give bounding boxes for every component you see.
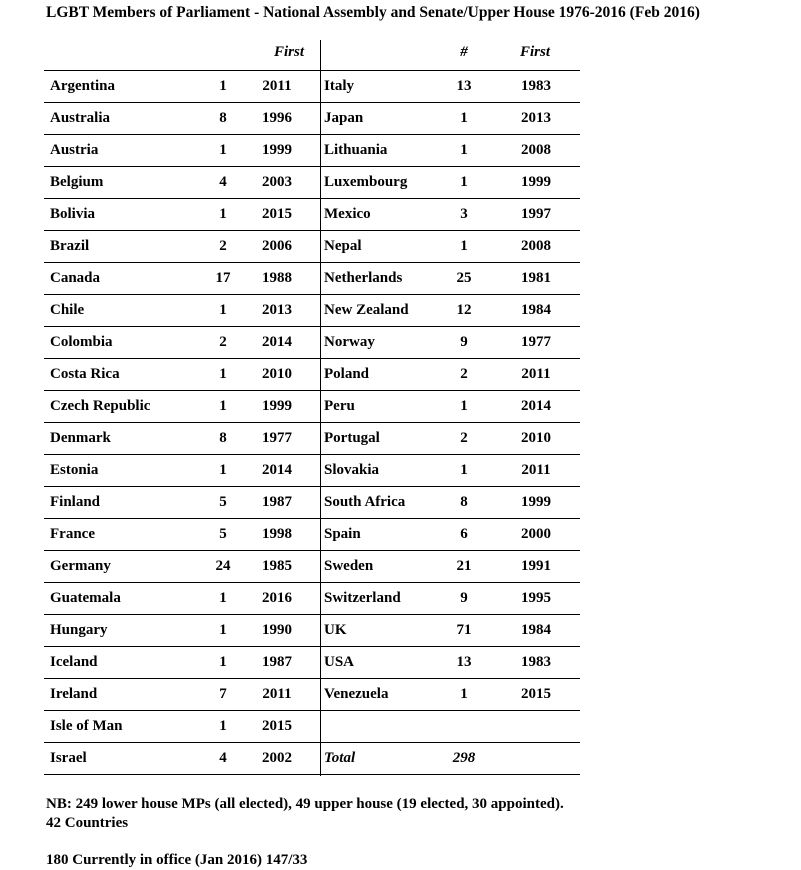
first-year: 2013 [262,302,292,318]
first-year: 1977 [262,430,292,446]
country-name: Bolivia [50,206,96,222]
country-name: Germany [50,558,111,574]
mp-count: 1 [219,302,227,318]
mp-count: 1 [460,142,468,158]
first-year: 2002 [262,750,292,766]
mp-count: 1 [460,462,468,478]
mp-count: 1 [219,366,227,382]
mp-count: 17 [215,270,231,286]
table-row [0,102,801,134]
country-name: Brazil [50,238,90,254]
first-year: 1999 [521,174,551,190]
country-name: Guatemala [50,590,121,606]
country-name: Australia [50,110,110,126]
country-name: Colombia [50,334,113,350]
first-year: 2011 [521,366,551,382]
mp-count: 1 [219,654,227,670]
header-first-left: First [273,44,304,60]
country-name: Finland [50,494,101,510]
table-row [0,422,801,454]
mp-count: 1 [219,142,227,158]
mp-count: 5 [219,526,227,542]
mp-count: 24 [215,558,231,574]
mp-count: 12 [456,302,472,318]
first-year [512,710,560,742]
first-year: 2011 [521,462,551,478]
mp-count: 9 [460,590,468,606]
first-year: 1988 [262,270,292,286]
mp-count: 2 [219,334,227,350]
country-name: Venezuela [324,686,389,702]
country-name: Netherlands [324,270,403,286]
first-year: 2014 [262,334,292,350]
country-name: Iceland [50,654,98,670]
mp-count: 1 [460,174,468,190]
mp-count: 3 [460,206,468,222]
first-year: 2010 [521,430,551,446]
mp-count: 1 [460,686,468,702]
first-year: 2013 [521,110,551,126]
first-year: 1998 [262,526,292,542]
first-year: 2015 [521,686,551,702]
total-count: 298 [452,750,476,766]
country-name: Nepal [324,238,362,254]
country-name: Belgium [50,174,104,190]
first-year: 2008 [521,238,551,254]
country-name: Japan [324,110,364,126]
mp-count: 21 [456,558,472,574]
country-name: USA [324,654,355,670]
mp-count: 13 [456,78,472,94]
first-year: 1991 [521,558,551,574]
country-name: Poland [324,366,370,382]
country-name: Chile [50,302,85,318]
first-year: 1999 [262,398,292,414]
table-row [0,134,801,166]
mp-count: 4 [219,750,227,766]
country-name: Italy [324,78,354,94]
first-year: 1984 [521,302,551,318]
table-row [0,70,801,102]
first-year: 2003 [262,174,292,190]
mp-count: 1 [460,110,468,126]
table-row [0,166,801,198]
mp-count: 1 [219,622,227,638]
country-name: New Zealand [324,302,409,318]
mp-count: 2 [460,366,468,382]
country-name: Mexico [324,206,371,222]
country-name: Portugal [324,430,380,446]
header-count-right: # [460,44,468,60]
mp-count: 7 [219,686,227,702]
mp-count: 4 [219,174,227,190]
first-year: 2008 [521,142,551,158]
first-year: 1987 [262,494,292,510]
first-year: 2000 [521,526,551,542]
table-row [0,390,801,422]
country-name: Canada [50,270,101,286]
first-year: 1985 [262,558,292,574]
mp-count: 8 [219,110,227,126]
mp-count: 5 [219,494,227,510]
table-row [0,646,801,678]
first-year: 2015 [262,206,292,222]
first-year: 2006 [262,238,292,254]
first-year: 2015 [262,718,292,734]
mp-count: 2 [219,238,227,254]
country-name: Israel [50,750,87,766]
country-name: Hungary [50,622,108,638]
mp-count: 6 [460,526,468,542]
table-row [0,582,801,614]
first-year: 1999 [262,142,292,158]
country-name: Denmark [50,430,111,446]
first-year: 1990 [262,622,292,638]
table-row [0,614,801,646]
first-year: 2014 [521,398,551,414]
country-name: France [50,526,95,542]
country-name: Spain [324,526,361,542]
mp-count: 2 [460,430,468,446]
first-year: 1995 [521,590,551,606]
country-name: Austria [50,142,99,158]
first-year: 1999 [521,494,551,510]
mp-count: 1 [219,718,227,734]
country-name: Isle of Man [50,718,123,734]
note-line-2: 42 Countries [46,815,129,831]
mp-count: 1 [219,206,227,222]
first-year [512,742,560,774]
mp-count: 1 [219,398,227,414]
mp-count [440,710,488,742]
mp-count: 8 [460,494,468,510]
table-row [0,454,801,486]
table-row [0,294,801,326]
mp-count: 13 [456,654,472,670]
first-year: 1983 [521,654,551,670]
country-name: Costa Rica [50,366,120,382]
mp-count: 25 [456,270,472,286]
first-year: 1977 [521,334,551,350]
mp-count: 1 [219,462,227,478]
country-name: Argentina [50,78,115,94]
first-year: 1981 [521,270,551,286]
table-row [0,198,801,230]
table-rule [44,774,580,775]
table-row [0,742,801,774]
country-name: Sweden [324,558,374,574]
country-name: Lithuania [324,142,388,158]
first-year: 2014 [262,462,292,478]
mp-count: 1 [219,78,227,94]
mp-count: 9 [460,334,468,350]
table-row [0,230,801,262]
table-row [0,358,801,390]
table-row [0,486,801,518]
table-row [0,710,801,742]
country-name: UK [324,622,347,638]
country-name: Switzerland [324,590,401,606]
country-name: Ireland [50,686,98,702]
mp-count: 8 [219,430,227,446]
first-year: 1987 [262,654,292,670]
table-row [0,550,801,582]
country-name: South Africa [324,494,406,510]
first-year: 2011 [262,78,292,94]
first-year: 2010 [262,366,292,382]
first-year: 1983 [521,78,551,94]
first-year: 2011 [262,686,292,702]
country-name: Slovakia [324,462,380,478]
mp-count: 1 [219,590,227,606]
table-row [0,326,801,358]
total-label: Total [324,750,356,766]
note-line-1: NB: 249 lower house MPs (all elected), 49 upper house (19 elected, 30 appointed). [46,796,564,812]
header-first-right: First [519,44,550,60]
country-name: Estonia [50,462,99,478]
document-title: LGBT Members of Parliament - National Assembly and Senate/Upper House 1976-2016 (Feb 2016) [46,4,700,21]
mp-count: 71 [456,622,472,638]
first-year: 1996 [262,110,292,126]
note-line-3: 180 Currently in office (Jan 2016) 147/33 [46,852,308,868]
mp-count: 1 [460,398,468,414]
table-row [0,518,801,550]
table-row [0,678,801,710]
first-year: 1984 [521,622,551,638]
first-year: 2016 [262,590,292,606]
country-name: Luxembourg [324,174,408,190]
country-name: Norway [324,334,375,350]
first-year: 1997 [521,206,551,222]
country-name: Peru [324,398,355,414]
table-row [0,262,801,294]
country-name: Czech Republic [50,398,151,414]
mp-count: 1 [460,238,468,254]
